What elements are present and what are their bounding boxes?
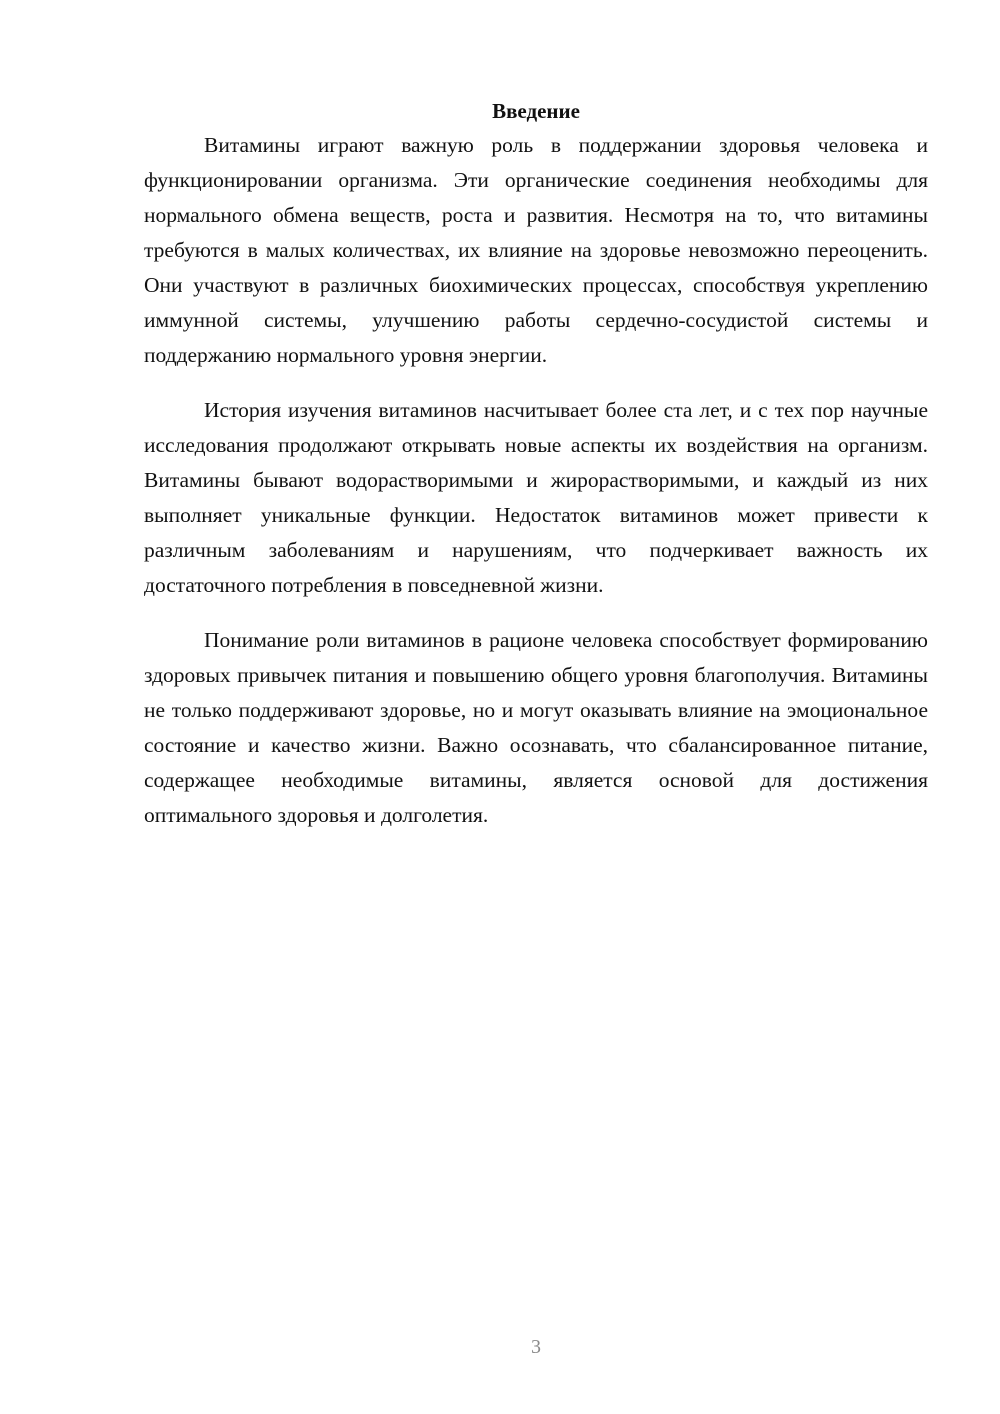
paragraph-understanding: Понимание роли витаминов в рационе человека способствует формированию здоровых привычек питания и повышению общего уровня благополучия. Витамины не только поддерживают здоровье, но и могут оказывать влияние на эмоциональное состояние и качество жизни. Важно осознавать, что сбалансированное питание, содержащее необходимые витамины, является основой для достижения оптимального здоровья и долголетия. [144,628,928,827]
paragraph-intro: Витамины играют важную роль в поддержании здоровья человека и функционировании организма. Эти органические соединения необходимы для нормального обмена веществ, роста и развития. Несмотря на то, что витамины требуются в малых количествах, их влияние на здоровье невозможно переоценить. Они участвуют в различных биохимических процессах, способствуя укреплению иммунной системы, улучшению работы сердечно-сосудистой системы и поддержанию нормального уровня энергии. [144,133,928,367]
document-body [144,96,928,853]
section-heading: Введение [492,99,580,123]
paragraph-history: История изучения витаминов насчитывает более ста лет, и с тех пор научные исследования продолжают открывать новые аспекты их воздействия на организм. Витамины бывают водорастворимыми и жирорастворимыми, и каждый из них выполняет уникальные функции. Недостаток витаминов может привести к различным заболеваниям и нарушениям, что подчеркивает важность их достаточного потребления в повседневной жизни. [144,398,928,597]
page-number: 3 [531,1336,541,1358]
